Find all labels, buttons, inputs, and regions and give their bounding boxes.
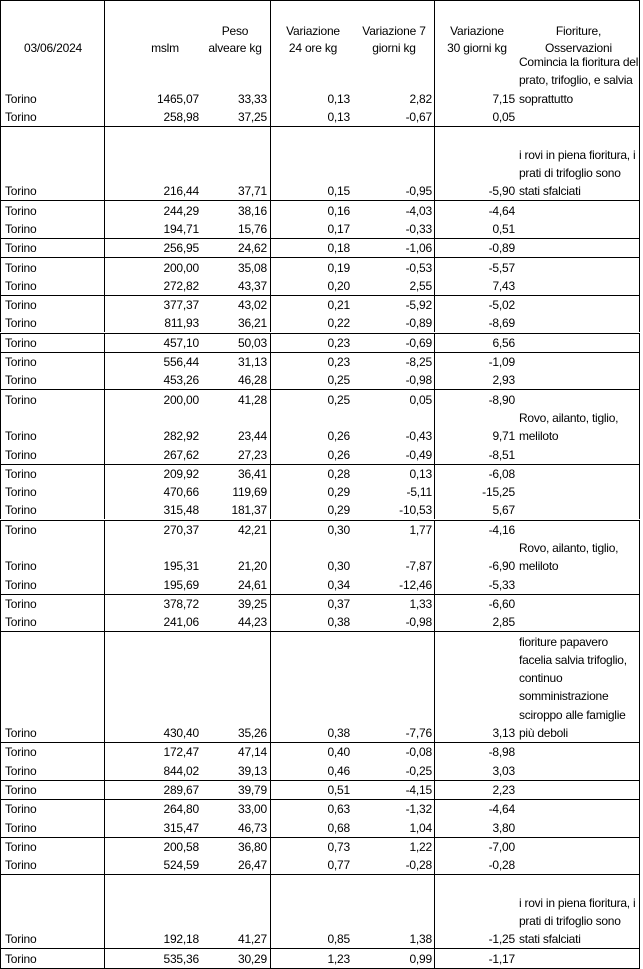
mslm-cell: 195,31 xyxy=(163,559,199,574)
variazione-7g-cell: -0,89 xyxy=(405,316,432,331)
peso-cell: 36,80 xyxy=(237,839,267,854)
variazione-30g-cell: -5,90 xyxy=(488,184,515,199)
header-variazione-7-giorni-line: giorni kg xyxy=(372,41,416,55)
peso-cell: 37,25 xyxy=(237,110,267,125)
peso-cell: 31,13 xyxy=(237,355,267,370)
location-cell: Torino xyxy=(5,559,37,574)
variazione-24h-cell: 0,38 xyxy=(327,615,350,630)
row-group xyxy=(0,464,640,520)
peso-cell: 24,62 xyxy=(237,241,267,256)
header-peso-alveare-line: alveare kg xyxy=(208,41,262,55)
variazione-24h-cell: 0,13 xyxy=(327,91,350,106)
variazione-30g-cell: 6,56 xyxy=(492,335,515,350)
mslm-cell: 200,58 xyxy=(163,839,199,854)
variazione-24h-cell: 0,30 xyxy=(327,559,350,574)
table-row xyxy=(1,632,639,742)
variazione-7g-cell: -0,95 xyxy=(405,184,432,199)
row-group xyxy=(0,352,640,390)
variazione-30g-cell: 2,85 xyxy=(492,615,515,630)
variazione-30g-cell: -4,16 xyxy=(488,522,515,537)
mslm-cell: 258,98 xyxy=(163,110,199,125)
location-cell: Torino xyxy=(5,466,37,481)
table-row xyxy=(1,371,639,389)
mslm-cell: 272,82 xyxy=(163,278,199,293)
location-cell: Torino xyxy=(5,221,37,236)
table-row xyxy=(1,277,639,295)
variazione-7g-cell: -0,43 xyxy=(405,429,432,444)
location-cell: Torino xyxy=(5,577,37,592)
peso-cell: 39,13 xyxy=(237,763,267,778)
variazione-7g-cell: -4,15 xyxy=(405,782,432,797)
location-cell: Torino xyxy=(5,335,37,350)
location-cell: Torino xyxy=(5,820,37,835)
variazione-7g-cell: -0,98 xyxy=(405,373,432,388)
mslm-cell: 453,26 xyxy=(163,373,199,388)
variazione-30g-cell: 3,13 xyxy=(492,726,515,741)
variazione-24h-cell: 0,26 xyxy=(327,429,350,444)
location-cell: Torino xyxy=(5,373,37,388)
table-row xyxy=(1,875,639,948)
variazione-30g-cell: -0,28 xyxy=(488,858,515,873)
variazione-24h-cell: 0,28 xyxy=(327,466,350,481)
table-row xyxy=(1,800,639,818)
variazione-7g-cell: 2,82 xyxy=(409,91,432,106)
variazione-24h-cell: 0,25 xyxy=(327,392,350,407)
mslm-cell: 378,72 xyxy=(163,596,199,611)
variazione-30g-cell: -6,08 xyxy=(488,466,515,481)
variazione-30g-cell: -6,90 xyxy=(488,559,515,574)
location-cell: Torino xyxy=(5,802,37,817)
variazione-24h-cell: 0,23 xyxy=(327,335,350,350)
table-row xyxy=(1,127,639,200)
location-cell: Torino xyxy=(5,355,37,370)
header-variazione-30-giorni-line: Variazione xyxy=(450,24,504,38)
variazione-7g-cell: -4,03 xyxy=(405,203,432,218)
peso-cell: 46,73 xyxy=(237,820,267,835)
variazione-7g-cell: -0,49 xyxy=(405,447,432,462)
observation-note: fioriture papavero facelia salvia trifoglio, continuo somministrazione sciroppo alle famiglie più deboli xyxy=(519,634,627,740)
variazione-30g-cell: 3,03 xyxy=(492,763,515,778)
variazione-7g-cell: -1,32 xyxy=(405,802,432,817)
row-group xyxy=(0,948,640,968)
header-variazione-7-giorni xyxy=(352,23,436,57)
header-variazione-24-ore-line: Variazione xyxy=(286,24,340,38)
row-group xyxy=(0,333,640,352)
variazione-24h-cell: 0,15 xyxy=(327,184,350,199)
location-cell: Torino xyxy=(5,278,37,293)
location-cell: Torino xyxy=(5,522,37,537)
mslm-cell: 524,59 xyxy=(163,858,199,873)
variazione-30g-cell: -7,00 xyxy=(488,839,515,854)
variazione-24h-cell: 0,26 xyxy=(327,447,350,462)
header-peso-alveare xyxy=(199,23,271,57)
peso-cell: 15,76 xyxy=(237,221,267,236)
row-group xyxy=(0,837,640,875)
variazione-7g-cell: -0,08 xyxy=(405,745,432,760)
peso-cell: 33,00 xyxy=(237,802,267,817)
table-row xyxy=(1,353,639,371)
variazione-24h-cell: 0,23 xyxy=(327,355,350,370)
variazione-30g-cell: -1,09 xyxy=(488,355,515,370)
location-cell: Torino xyxy=(5,184,37,199)
variazione-7g-cell: 1,38 xyxy=(409,932,432,947)
variazione-24h-cell: 0,37 xyxy=(327,596,350,611)
variazione-30g-cell: 0,05 xyxy=(492,110,515,125)
variazione-30g-cell: -6,60 xyxy=(488,596,515,611)
mslm-cell: 844,02 xyxy=(163,763,199,778)
header-date: 03/06/2024 xyxy=(23,41,83,55)
location-cell: Torino xyxy=(5,392,37,407)
peso-cell: 181,37 xyxy=(231,503,267,518)
row-group xyxy=(0,295,640,333)
variazione-7g-cell: 1,77 xyxy=(409,522,432,537)
mslm-cell: 172,47 xyxy=(163,745,199,760)
variazione-24h-cell: 0,34 xyxy=(327,577,350,592)
variazione-30g-cell: -5,57 xyxy=(488,260,515,275)
table-row xyxy=(1,818,639,836)
table-row xyxy=(1,53,639,108)
location-cell: Torino xyxy=(5,91,37,106)
header-variazione-24-ore-line: 24 ore kg xyxy=(288,41,338,55)
table-row xyxy=(1,539,639,576)
variazione-24h-cell: 0,22 xyxy=(327,316,350,331)
header-fioriture-osservazioni-line: Fioriture, xyxy=(555,24,602,38)
mslm-cell: 470,66 xyxy=(163,485,199,500)
variazione-7g-cell: -1,06 xyxy=(405,241,432,256)
peso-cell: 41,28 xyxy=(237,392,267,407)
variazione-7g-cell: -5,11 xyxy=(406,485,432,500)
location-cell: Torino xyxy=(5,503,37,518)
peso-cell: 21,20 xyxy=(237,559,267,574)
table-row xyxy=(1,483,639,501)
peso-cell: 23,44 xyxy=(237,429,267,444)
variazione-7g-cell: -7,76 xyxy=(405,726,432,741)
header-fioriture-osservazioni xyxy=(516,23,641,57)
peso-cell: 35,08 xyxy=(237,260,267,275)
row-group xyxy=(0,0,640,126)
variazione-7g-cell: -5,92 xyxy=(405,298,432,313)
variazione-7g-cell: -0,28 xyxy=(405,858,432,873)
peso-cell: 38,16 xyxy=(237,203,267,218)
variazione-7g-cell: -0,33 xyxy=(405,221,432,236)
header-variazione-24-ore xyxy=(273,23,353,57)
row-group xyxy=(0,780,640,799)
mslm-cell: 315,47 xyxy=(163,820,199,835)
location-cell: Torino xyxy=(5,241,37,256)
table-row xyxy=(1,838,639,856)
variazione-7g-cell: -0,53 xyxy=(405,260,432,275)
mslm-cell: 244,29 xyxy=(163,203,199,218)
header-variazione-7-giorni-line: Variazione 7 xyxy=(362,24,426,38)
table-row xyxy=(1,314,639,332)
peso-cell: 24,61 xyxy=(237,577,267,592)
variazione-24h-cell: 0,40 xyxy=(327,745,350,760)
table-row xyxy=(1,781,639,799)
location-cell: Torino xyxy=(5,429,37,444)
header-fioriture-osservazioni-line: Osservazioni xyxy=(545,41,612,55)
variazione-24h-cell: 0,20 xyxy=(327,278,350,293)
table-row xyxy=(1,220,639,238)
variazione-30g-cell: -1,25 xyxy=(488,932,515,947)
mslm-cell: 264,80 xyxy=(163,802,199,817)
variazione-30g-cell: -5,02 xyxy=(488,298,515,313)
table-row xyxy=(1,501,639,519)
peso-cell: 43,02 xyxy=(237,298,267,313)
peso-cell: 41,27 xyxy=(237,932,267,947)
location-cell: Torino xyxy=(5,203,37,218)
variazione-7g-cell: -0,67 xyxy=(405,110,432,125)
mslm-cell: 289,67 xyxy=(163,782,199,797)
variazione-30g-cell: 7,43 xyxy=(492,278,515,293)
row-group xyxy=(0,799,640,837)
header-peso-alveare-line: Peso xyxy=(221,24,249,38)
location-cell: Torino xyxy=(5,447,37,462)
variazione-24h-cell: 0,85 xyxy=(327,932,350,947)
variazione-30g-cell: 5,67 xyxy=(492,503,515,518)
location-cell: Torino xyxy=(5,745,37,760)
mslm-cell: 216,44 xyxy=(163,184,199,199)
mslm-cell: 315,48 xyxy=(163,503,199,518)
variazione-24h-cell: 0,30 xyxy=(327,522,350,537)
peso-cell: 35,26 xyxy=(237,726,267,741)
row-group xyxy=(0,874,640,948)
location-cell: Torino xyxy=(5,316,37,331)
variazione-30g-cell: -8,98 xyxy=(488,745,515,760)
observation-note: Rovo, ailanto, tiglio, meliloto xyxy=(519,540,619,574)
header-mslm: mslm xyxy=(151,41,179,55)
variazione-7g-cell: -7,87 xyxy=(405,559,432,574)
peso-cell: 39,79 xyxy=(237,782,267,797)
observation-note: i rovi in piena fioritura, i prati di trifoglio sono stati sfalciati xyxy=(519,895,636,947)
table-row xyxy=(1,390,639,408)
variazione-30g-cell: -5,33 xyxy=(488,577,515,592)
peso-cell: 30,29 xyxy=(237,951,267,966)
row-group xyxy=(0,238,640,257)
peso-cell: 26,47 xyxy=(237,858,267,873)
mslm-cell: 241,06 xyxy=(163,615,199,630)
variazione-7g-cell: -8,25 xyxy=(405,355,432,370)
table-row xyxy=(1,521,639,539)
mslm-cell: 270,37 xyxy=(163,522,199,537)
mslm-cell: 200,00 xyxy=(163,260,199,275)
variazione-7g-cell: 0,99 xyxy=(409,951,432,966)
variazione-30g-cell: 2,23 xyxy=(492,782,515,797)
location-cell: Torino xyxy=(5,782,37,797)
variazione-7g-cell: 1,22 xyxy=(409,839,432,854)
variazione-30g-cell: 2,93 xyxy=(492,373,515,388)
row-group xyxy=(0,126,640,200)
row-group xyxy=(0,389,640,463)
variazione-7g-cell: 2,55 xyxy=(409,278,432,293)
peso-cell: 27,23 xyxy=(237,447,267,462)
observation-note: Rovo, ailanto, tiglio, meliloto xyxy=(519,410,619,444)
location-cell: Torino xyxy=(5,763,37,778)
location-cell: Torino xyxy=(5,726,37,741)
variazione-7g-cell: 0,05 xyxy=(409,392,432,407)
variazione-30g-cell: 9,71 xyxy=(492,429,515,444)
variazione-30g-cell: -4,64 xyxy=(488,203,515,218)
variazione-24h-cell: 0,73 xyxy=(327,839,350,854)
variazione-24h-cell: 0,38 xyxy=(327,726,350,741)
table-row xyxy=(1,445,639,463)
variazione-30g-cell: -0,89 xyxy=(488,241,515,256)
table-row xyxy=(1,856,639,874)
variazione-24h-cell: 0,29 xyxy=(327,503,350,518)
peso-cell: 50,03 xyxy=(237,335,267,350)
mslm-cell: 209,92 xyxy=(163,466,199,481)
table-row xyxy=(1,743,639,761)
mslm-cell: 430,40 xyxy=(163,726,199,741)
location-cell: Torino xyxy=(5,260,37,275)
mslm-cell: 195,69 xyxy=(163,577,199,592)
mslm-cell: 194,71 xyxy=(163,221,199,236)
mslm-cell: 192,18 xyxy=(163,932,199,947)
table-row xyxy=(1,595,639,613)
variazione-24h-cell: 0,68 xyxy=(327,820,350,835)
table-row xyxy=(1,465,639,483)
variazione-24h-cell: 0,46 xyxy=(327,763,350,778)
peso-cell: 119,69 xyxy=(232,485,267,500)
row-group xyxy=(0,200,640,238)
variazione-7g-cell: -0,69 xyxy=(405,335,432,350)
mslm-cell: 535,36 xyxy=(163,951,199,966)
variazione-24h-cell: 0,51 xyxy=(327,782,350,797)
location-cell: Torino xyxy=(5,839,37,854)
variazione-24h-cell: 0,77 xyxy=(327,858,350,873)
variazione-7g-cell: 1,33 xyxy=(409,596,432,611)
peso-cell: 39,25 xyxy=(237,596,267,611)
mslm-cell: 200,00 xyxy=(163,392,199,407)
variazione-24h-cell: 0,13 xyxy=(327,110,350,125)
variazione-7g-cell: -10,53 xyxy=(399,503,432,518)
table-row xyxy=(1,613,639,631)
variazione-30g-cell: 7,15 xyxy=(492,91,515,106)
variazione-30g-cell: -15,25 xyxy=(482,485,515,500)
variazione-30g-cell: -8,90 xyxy=(488,392,515,407)
peso-cell: 36,41 xyxy=(237,466,267,481)
row-group xyxy=(0,742,640,780)
table-row xyxy=(1,108,639,126)
variazione-30g-cell: 3,80 xyxy=(492,820,515,835)
table-row xyxy=(1,334,639,352)
variazione-30g-cell: 0,51 xyxy=(492,221,515,236)
variazione-24h-cell: 1,23 xyxy=(327,951,350,966)
variazione-7g-cell: 0,13 xyxy=(409,466,432,481)
table-row xyxy=(1,575,639,593)
mslm-cell: 282,92 xyxy=(163,429,199,444)
peso-cell: 42,21 xyxy=(237,522,267,537)
table-row xyxy=(1,201,639,219)
table-row xyxy=(1,409,639,446)
table-row xyxy=(1,239,639,257)
table-row xyxy=(1,258,639,276)
mslm-cell: 457,10 xyxy=(163,335,199,350)
header-variazione-30-giorni-line: 30 giorni kg xyxy=(447,41,507,55)
location-cell: Torino xyxy=(5,951,37,966)
variazione-24h-cell: 0,16 xyxy=(327,203,350,218)
mslm-cell: 267,62 xyxy=(163,447,199,462)
mslm-cell: 377,37 xyxy=(163,298,199,313)
table-row xyxy=(1,949,639,967)
location-cell: Torino xyxy=(5,858,37,873)
variazione-24h-cell: 0,29 xyxy=(327,485,350,500)
mslm-cell: 256,95 xyxy=(163,241,199,256)
row-group xyxy=(0,520,640,594)
table-row xyxy=(1,761,639,779)
peso-cell: 43,37 xyxy=(237,278,267,293)
variazione-30g-cell: -1,17 xyxy=(488,951,515,966)
variazione-7g-cell: -12,46 xyxy=(399,577,432,592)
location-cell: Torino xyxy=(5,485,37,500)
mslm-cell: 1465,07 xyxy=(157,91,199,106)
variazione-24h-cell: 0,21 xyxy=(327,298,350,313)
variazione-30g-cell: -8,51 xyxy=(488,447,515,462)
variazione-30g-cell: -8,69 xyxy=(488,316,515,331)
variazione-7g-cell: -0,25 xyxy=(405,763,432,778)
variazione-24h-cell: 0,17 xyxy=(327,221,350,236)
mslm-cell: 811,93 xyxy=(164,316,199,331)
header-variazione-30-giorni xyxy=(435,23,519,57)
observation-note: i rovi in piena fioritura, i prati di trifoglio sono stati sfalciati xyxy=(519,147,636,199)
variazione-7g-cell: -0,98 xyxy=(405,615,432,630)
location-cell: Torino xyxy=(5,298,37,313)
peso-cell: 37,71 xyxy=(237,184,267,199)
location-cell: Torino xyxy=(5,110,37,125)
peso-cell: 47,14 xyxy=(237,745,267,760)
variazione-30g-cell: -4,64 xyxy=(488,802,515,817)
row-group xyxy=(0,631,640,742)
location-cell: Torino xyxy=(5,596,37,611)
row-group xyxy=(0,257,640,295)
variazione-7g-cell: 1,04 xyxy=(409,820,432,835)
observation-note: Comincia la fioritura del prato, trifoglio, e salvia soprattutto xyxy=(519,55,639,106)
peso-cell: 36,21 xyxy=(237,316,267,331)
variazione-24h-cell: 0,19 xyxy=(327,260,350,275)
variazione-24h-cell: 0,25 xyxy=(327,373,350,388)
peso-cell: 44,23 xyxy=(237,615,267,630)
location-cell: Torino xyxy=(5,615,37,630)
peso-cell: 33,33 xyxy=(237,91,267,106)
variazione-24h-cell: 0,18 xyxy=(327,241,350,256)
location-cell: Torino xyxy=(5,932,37,947)
table-row xyxy=(1,296,639,314)
row-group xyxy=(0,594,640,632)
mslm-cell: 556,44 xyxy=(163,355,199,370)
variazione-24h-cell: 0,63 xyxy=(327,802,350,817)
peso-cell: 46,28 xyxy=(237,373,267,388)
